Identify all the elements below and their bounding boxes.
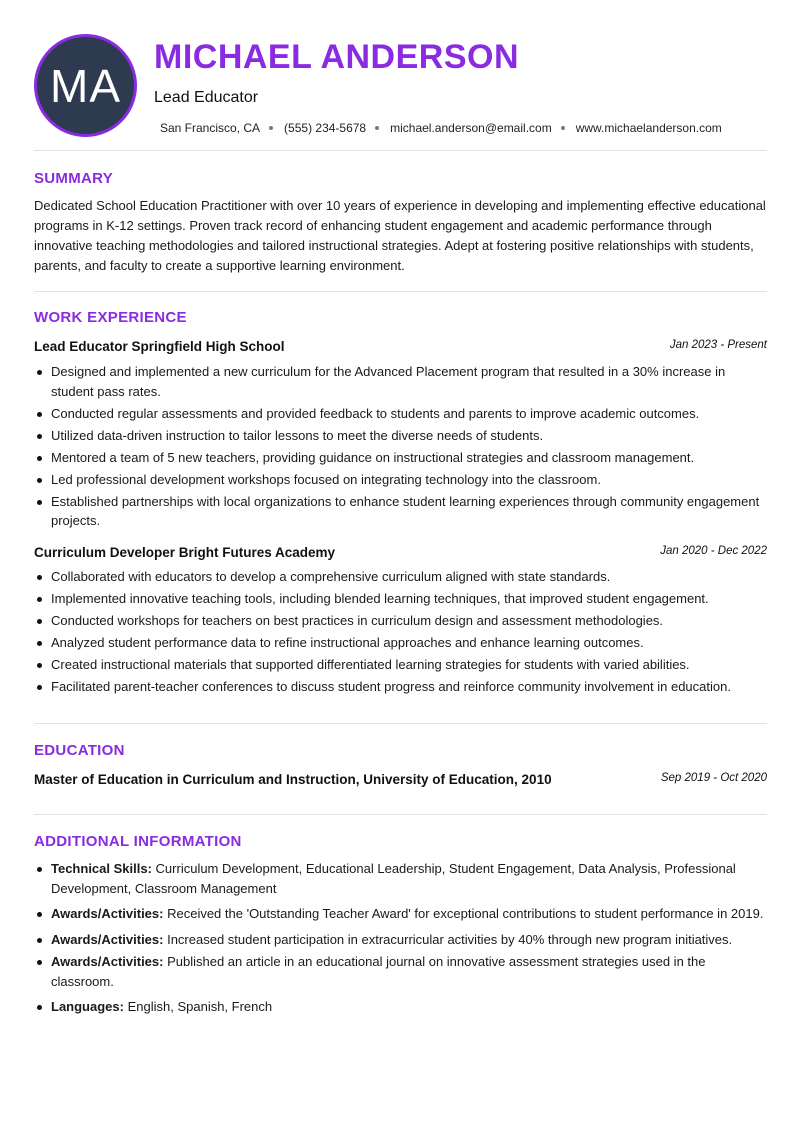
item-text: Published an article in an educational journal on innovative assessment strategies used in the classroom. xyxy=(51,954,706,989)
list-item xyxy=(34,904,767,924)
list-item xyxy=(34,952,767,991)
item-text: English, Spanish, French xyxy=(127,999,273,1014)
item-text: Curriculum Development, Educational Leadership, Student Engagement, Data Analysis, Professional Development, Classroom Management xyxy=(51,861,736,896)
avatar-initials: MA xyxy=(50,59,121,112)
resume-header xyxy=(34,34,767,138)
list-item: Implemented innovative teaching tools, including blended learning techniques, that improved student engagement. xyxy=(34,589,767,609)
education-date: Sep 2019 - Oct 2020 xyxy=(660,772,767,784)
item-label: Awards/Activities: xyxy=(51,954,164,969)
summary-text: Dedicated School Education Practitioner with over 10 years of experience in developing and implementing effective educational programs in K-12 settings. Proven track record of enhancing student engagement and academic performance through innovative teaching methodologies and tailored instructional strategies. Adept at fostering positive relationships with students, parents, and faculty to create a supportive learning environment. xyxy=(34,198,766,273)
list-item xyxy=(34,859,767,898)
item-label: Awards/Activities: xyxy=(51,931,164,947)
contact-website[interactable]: www.michaelanderson.com xyxy=(575,121,722,135)
job-role: Lead Educator Springfield High School xyxy=(34,339,285,354)
divider xyxy=(34,291,767,292)
degree: Master of Education in Curriculum and Instruction, University of Education, 2010 xyxy=(34,772,552,787)
list-item: Conducted workshops for teachers on best practices in curriculum design and assessment methodologies. xyxy=(34,611,767,631)
divider xyxy=(34,814,767,815)
job-header xyxy=(34,338,767,358)
education-heading: EDUCATION xyxy=(34,742,125,759)
contact-location: San Francisco, CA xyxy=(160,121,261,135)
separator-dot xyxy=(561,126,565,130)
item-label: Technical Skills: xyxy=(51,861,152,876)
item-label: Languages: xyxy=(51,999,124,1014)
list-item: Collaborated with educators to develop a comprehensive curriculum aligned with state standards. xyxy=(34,567,767,587)
list-item: Established partnerships with local organizations to enhance student learning experiences through community engagement projects. xyxy=(34,492,767,531)
job-role: Curriculum Developer Bright Futures Academy xyxy=(34,545,336,560)
experience-heading: WORK EXPERIENCE xyxy=(34,309,187,326)
list-item: Conducted regular assessments and provided feedback to students and parents to improve academic outcomes. xyxy=(34,404,767,424)
list-item xyxy=(34,930,767,950)
item-text: Received the 'Outstanding Teacher Award' for exceptional contributions to student performance in 2019. xyxy=(167,906,764,921)
list-item: Designed and implemented a new curriculum for the Advanced Placement program that resulted in a 30% increase in student pass rates. xyxy=(34,362,767,401)
additional-list xyxy=(34,859,767,1023)
candidate-title: Lead Educator xyxy=(154,89,259,106)
job-bullets xyxy=(34,567,767,699)
separator-dot xyxy=(269,126,273,130)
item-label: Awards/Activities: xyxy=(51,906,164,921)
divider xyxy=(34,723,767,724)
job-header xyxy=(34,544,767,564)
list-item: Utilized data-driven instruction to tailor lessons to meet the diverse needs of students. xyxy=(34,426,767,446)
contact-email[interactable]: michael.anderson@email.com xyxy=(390,121,552,135)
item-text: Increased student participation in extracurricular activities by 40% through new program initiatives. xyxy=(167,931,733,947)
summary-heading: SUMMARY xyxy=(34,170,114,187)
job-bullets xyxy=(34,362,767,533)
separator-dot xyxy=(375,126,379,130)
list-item: Analyzed student performance data to refine instructional approaches and enhance learning outcomes. xyxy=(34,633,767,653)
divider xyxy=(34,150,767,151)
list-item: Mentored a team of 5 new teachers, providing guidance on instructional strategies and classroom management. xyxy=(34,448,767,468)
avatar xyxy=(34,34,137,137)
job-date: Jan 2023 - Present xyxy=(669,339,767,351)
contact-line xyxy=(160,121,722,135)
candidate-name: MICHAEL ANDERSON xyxy=(154,38,520,76)
additional-heading: ADDITIONAL INFORMATION xyxy=(34,833,242,850)
list-item: Created instructional materials that supported differentiated learning strategies for students with varied abilities. xyxy=(34,655,767,675)
education-entry xyxy=(34,771,767,791)
list-item xyxy=(34,997,767,1017)
job-date: Jan 2020 - Dec 2022 xyxy=(660,545,767,557)
list-item: Facilitated parent-teacher conferences to discuss student progress and reinforce community involvement in education. xyxy=(34,677,767,697)
contact-phone: (555) 234-5678 xyxy=(284,121,367,135)
list-item: Led professional development workshops focused on integrating technology into the classroom. xyxy=(34,470,767,490)
